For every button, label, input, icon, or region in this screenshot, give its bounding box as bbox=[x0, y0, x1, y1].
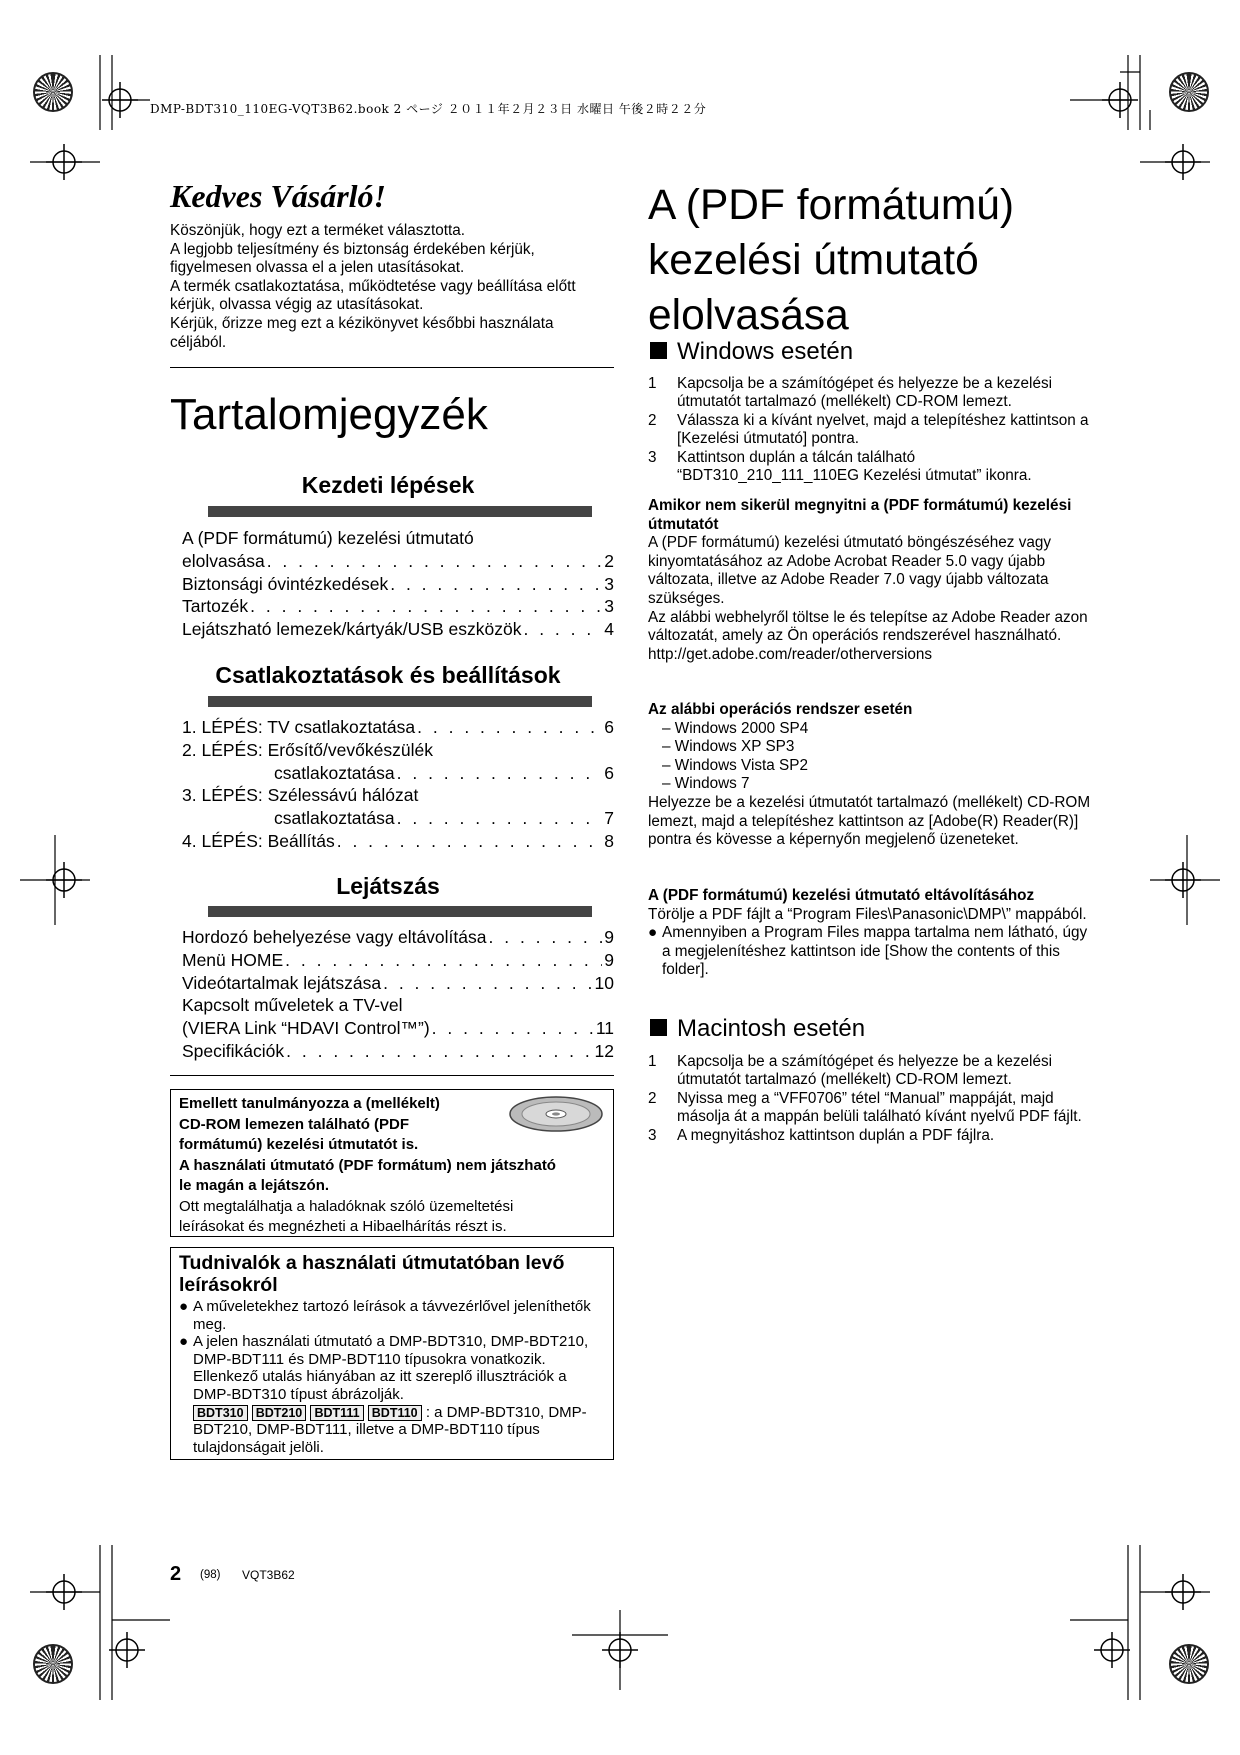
toc-entry[interactable]: elolvasása . . . 2 bbox=[182, 550, 614, 573]
toc-section-heading: Lejátszás bbox=[336, 873, 440, 899]
model-badge: BDT110 bbox=[368, 1405, 422, 1421]
toc-entry[interactable]: Lejátszható lemezek/kártyák/USB eszközök . . . 4 bbox=[182, 618, 614, 641]
square-bullet-icon bbox=[650, 342, 667, 359]
divider bbox=[170, 1075, 614, 1076]
toc-entry-line[interactable]: A (PDF formátumú) kezelési útmutató bbox=[182, 528, 474, 548]
toc-entry[interactable]: Hordozó behelyezése vagy eltávolítása . . . 9 bbox=[182, 926, 614, 949]
section-bar bbox=[208, 696, 592, 707]
section-bar bbox=[208, 906, 592, 917]
toc-entry[interactable]: csatlakoztatása . . . 6 bbox=[182, 762, 614, 785]
adobe-url-link[interactable]: http://get.adobe.com/reader/otherversions bbox=[648, 645, 933, 663]
toc-entry[interactable]: (VIERA Link “HDAVI Control™”) . . . 11 bbox=[182, 1017, 614, 1040]
windows-heading: Windows esetén bbox=[650, 338, 853, 366]
toc-entry-line[interactable]: 2. LÉPÉS: Erősítő/vevőkészülék bbox=[182, 739, 433, 760]
toc-entry-line[interactable]: Kapcsolt műveletek a TV-vel bbox=[182, 995, 403, 1016]
square-bullet-icon bbox=[650, 1019, 667, 1036]
toc-section-1 bbox=[182, 527, 614, 641]
os-section: Az alábbi operációs rendszer esetén – Windows 2000 SP4 – Windows XP SP3 – Windows Vista SP2 – Windows 7 Helyezze be a kezelési útmutatót tartalmazó (mellékelt) CD-ROM lemezt, majd a telepítéshez kattintson az [Adobe(R) Reader(R)] pontra és kövesse a képernyőn megjelenő üzeneteket. bbox=[648, 701, 1091, 849]
toc-entry[interactable]: csatlakoztatása . . . 7 bbox=[182, 807, 614, 830]
notes-title: Tudnivalók a használati útmutatóban levő leírásokról bbox=[179, 1252, 565, 1296]
list-item: 2 Nyissa meg a “VFF0706” tétel “Manual” mappáját, majd másolja át a mappán belüli található kívánt nyelvű PDF fájlt. bbox=[648, 1089, 1082, 1126]
model-badge: BDT310 bbox=[193, 1405, 248, 1421]
toc-entry[interactable]: Menü HOME . . . 9 bbox=[182, 949, 614, 972]
windows-steps bbox=[648, 375, 1098, 485]
toc-entry-line[interactable]: 3. LÉPÉS: Szélessávú hálózat bbox=[182, 785, 419, 806]
toc-section-heading: Kezdeti lépések bbox=[301, 472, 475, 498]
greeting-title: Kedves Vásárló! bbox=[170, 178, 386, 214]
pdf-manual-title: A (PDF formátumú) kezelési útmutató elolvasása bbox=[648, 182, 1015, 339]
book-info-line: DMP-BDT310_110EG-VQT3B62.book 2 ページ ２０１１年２月２３日 水曜日 午後２時２２分 bbox=[150, 102, 707, 116]
manual-notes-box bbox=[170, 1247, 614, 1460]
remove-section: A (PDF formátumú) kezelési útmutató eltávolításához Törölje a PDF fájlt a “Program Files\Panasonic\DMP\” mappából. ● Amennyiben a Program Files mappa tartalma nem látható, úgy a megjelenítéshez kattintson ide [Show the contents of this folder]. bbox=[648, 887, 1088, 979]
toc-entry[interactable]: Specifikációk . . . 12 bbox=[182, 1040, 614, 1063]
page-number: 2 bbox=[170, 1563, 182, 1585]
list-item: 1 Kapcsolja be a számítógépet és helyezze be a kezelési útmutatót tartalmazó (mellékelt) CD-ROM lemezt. bbox=[648, 375, 1052, 411]
model-badge: BDT210 bbox=[252, 1405, 307, 1421]
toc-entry[interactable]: 1. LÉPÉS: TV csatlakoztatása . . . 6 bbox=[182, 716, 614, 739]
notes-bullet: ● A műveletekhez tartozó leírások a távvezérlővel jeleníthetők meg. bbox=[179, 1298, 591, 1333]
toc-entry[interactable]: Tartozék . . . 3 bbox=[182, 595, 614, 618]
toc-title: Tartalomjegyzék bbox=[170, 390, 488, 439]
macintosh-steps bbox=[648, 1053, 1098, 1145]
list-item: 3 A megnyitáshoz kattintson duplán a PDF fájlra. bbox=[648, 1126, 995, 1144]
list-item: 3 Kattintson duplán a tálcán található “BDT310_210_111_110EG Kezelési útmutat” ikonra. bbox=[648, 448, 1032, 485]
greeting-text: Köszönjük, hogy ezt a terméket választotta. A legjobb teljesítmény és biztonság érdekében kérjük, figyelmesen olvassa el a jelen utasításokat. A termék csatlakoztatása, működtetése vagy beállítása előtt kérjük, olvassa végig az utasításokat. Kérjük, őrizze meg ezt a kézikönyvet későbbi használata céljából. bbox=[170, 222, 576, 351]
macintosh-heading: Macintosh esetén bbox=[650, 1015, 865, 1043]
cannot-open-section: Amikor nem sikerül megnyitni a (PDF formátumú) kezelési útmutatót A (PDF formátumú) kezelési útmutató böngészéséhez vagy kinyomtatásához az Adobe Acrobat Reader 5.0 vagy újabb változata, illetve az Adobe Reader 7.0 vagy újabb változata szükséges. Az alábbi webhelyről töltse le és telepítse az Adobe Reader azon változatát, amely az Ön operációs rendszerével használható. http://get.adobe.com/reader/otherversions bbox=[648, 497, 1098, 664]
cd-disc-icon bbox=[506, 1092, 606, 1136]
list-item: 2 Válassza ki a kívánt nyelvet, majd a telepítéshez kattintson a [Kezelési útmutató] pontra. bbox=[648, 411, 1089, 448]
toc-section-heading: Csatlakoztatások és beállítások bbox=[215, 662, 561, 688]
toc-section-3 bbox=[182, 926, 614, 1063]
toc-entry[interactable]: 4. LÉPÉS: Beállítás . . . 8 bbox=[182, 830, 614, 853]
divider bbox=[170, 367, 614, 368]
list-item: 1 Kapcsolja be a számítógépet és helyezze be a kezelési útmutatót tartalmazó (mellékelt) CD-ROM lemezt. bbox=[648, 1053, 1052, 1089]
model-badge: BDT111 bbox=[310, 1405, 363, 1421]
cd-rom-note-box: Emellett tanulmányozza a (mellékelt) CD-ROM lemezen található (PDF formátumú) kezelési útmutatót is. A használati útmutató (PDF formátum) nem játszható le magán a lejátszón. Ott megtalálhatja a haladóknak szóló üzemeltetési leírásokat és megnézheti a Hibaelhárítás részt is. bbox=[170, 1089, 614, 1237]
section-bar bbox=[208, 506, 592, 517]
page-sub-number: (98) bbox=[200, 1569, 221, 1581]
toc-entry[interactable]: Biztonsági óvintézkedések . . . 3 bbox=[182, 573, 614, 596]
toc-section-2 bbox=[182, 716, 614, 853]
toc-entry[interactable]: Videótartalmak lejátszása . . . 10 bbox=[182, 972, 614, 995]
document-code: VQT3B62 bbox=[242, 1568, 295, 1582]
notes-bullet: ● A jelen használati útmutató a DMP-BDT310, DMP-BDT210, DMP-BDT111 és DMP-BDT110 típusokra vonatkozik. Ellenkező utalás hiányában az itt szereplő illusztrációk a DMP-BDT310 típust ábrázolják. BDT310 BDT210 BDT111 BDT110 : a DMP-BDT310, DMP-BDT210, DMP-BDT111, illetve a DMP-BDT110 típus tulajdonságait jelöli. bbox=[179, 1333, 589, 1456]
